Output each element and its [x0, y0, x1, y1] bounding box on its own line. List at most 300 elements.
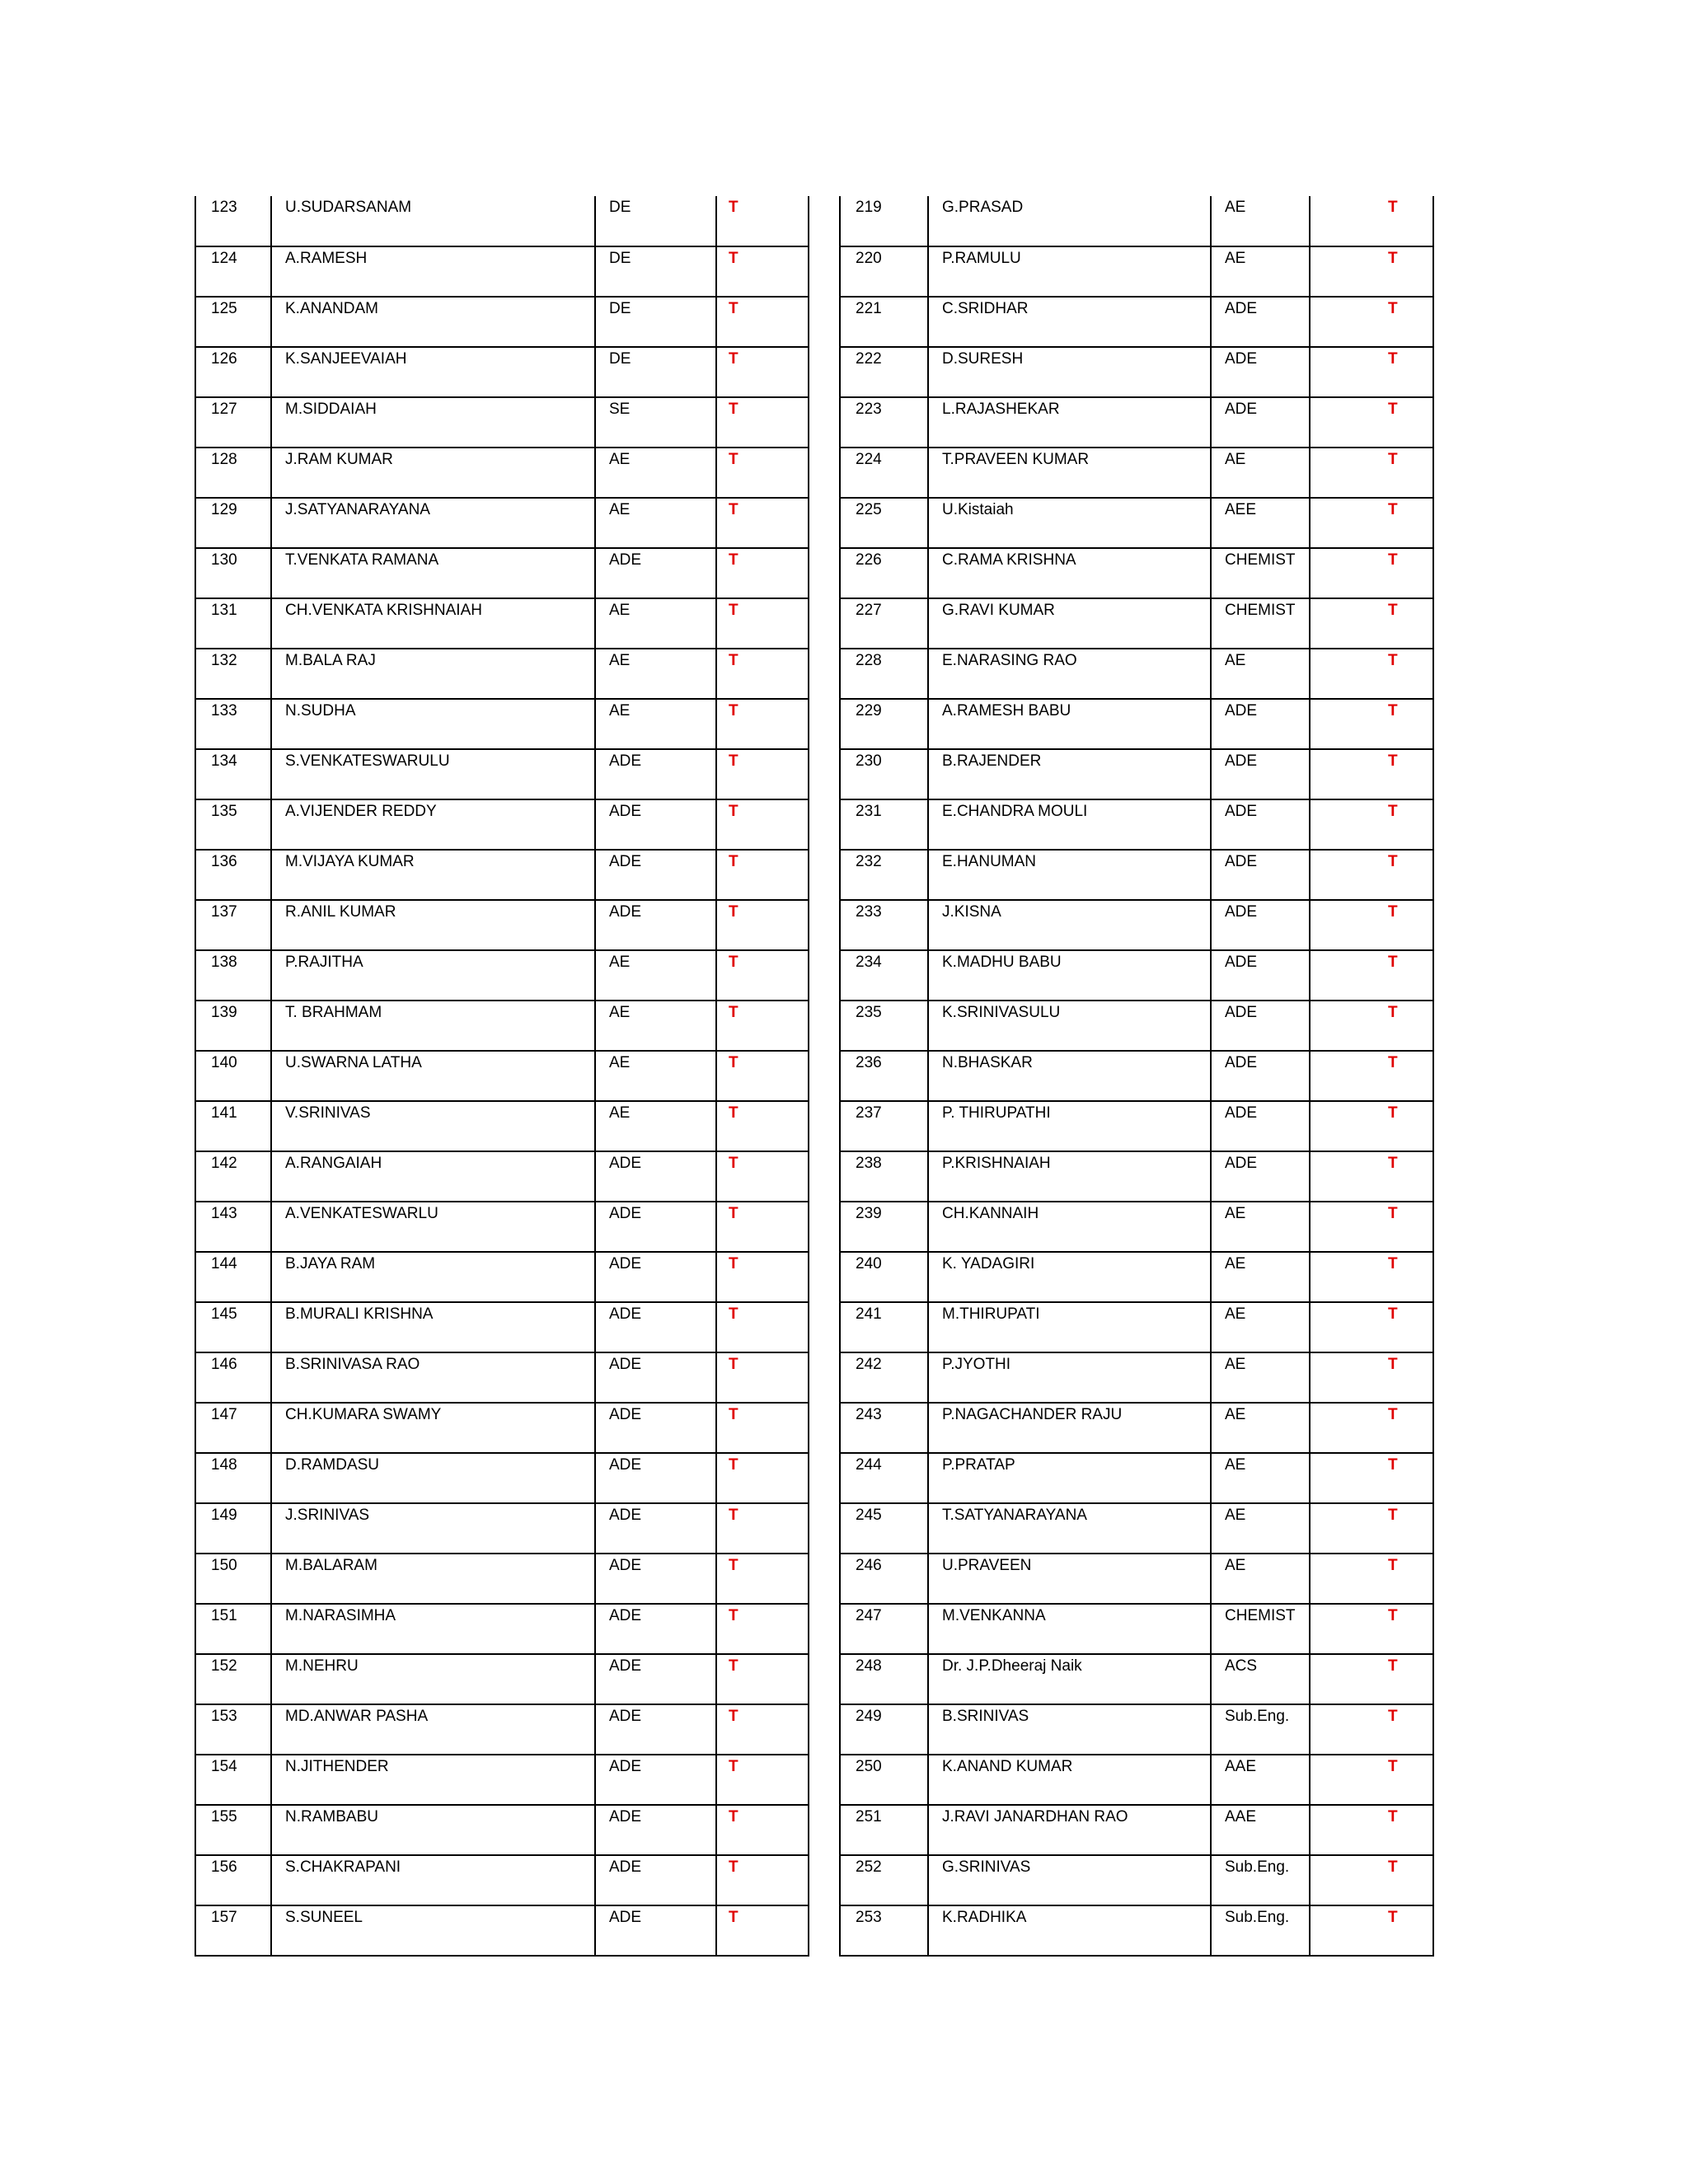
designation-cell: AE: [595, 1001, 716, 1051]
employee-name-cell: U.Kistaiah: [928, 498, 1211, 548]
designation-cell: AE: [1211, 1403, 1310, 1453]
serial-number-cell: 141: [195, 1101, 271, 1151]
designation-cell: AE: [1211, 1202, 1310, 1252]
serial-number-cell: 135: [195, 799, 271, 850]
status-mark-cell: T: [716, 1453, 809, 1503]
status-mark-cell: T: [1310, 1755, 1433, 1805]
serial-number-cell: 226: [840, 548, 928, 598]
table-row: [840, 1855, 1433, 1905]
designation-cell: DE: [595, 196, 716, 246]
designation-cell: ADE: [595, 1151, 716, 1202]
serial-number-cell: 245: [840, 1503, 928, 1554]
serial-number-cell: 252: [840, 1855, 928, 1905]
designation-cell: DE: [595, 246, 716, 297]
designation-cell: AE: [595, 448, 716, 498]
designation-cell: ADE: [595, 749, 716, 799]
employee-name-cell: T.VENKATA RAMANA: [271, 548, 595, 598]
employee-name-cell: A.VIJENDER REDDY: [271, 799, 595, 850]
employee-name-cell: K.SANJEEVAIAH: [271, 347, 595, 397]
designation-cell: AE: [595, 950, 716, 1001]
status-mark-cell: T: [1310, 598, 1433, 649]
employee-name-cell: U.SUDARSANAM: [271, 196, 595, 246]
serial-number-cell: 230: [840, 749, 928, 799]
serial-number-cell: 243: [840, 1403, 928, 1453]
status-mark-cell: T: [1310, 950, 1433, 1001]
status-mark-cell: T: [716, 649, 809, 699]
serial-number-cell: 222: [840, 347, 928, 397]
table-row: [840, 1654, 1433, 1704]
table-row: [195, 649, 809, 699]
serial-number-cell: 224: [840, 448, 928, 498]
status-mark-cell: T: [716, 1202, 809, 1252]
designation-cell: ADE: [1211, 900, 1310, 950]
employee-name-cell: N.BHASKAR: [928, 1051, 1211, 1101]
designation-cell: ADE: [595, 1503, 716, 1554]
designation-cell: ACS: [1211, 1654, 1310, 1704]
employee-name-cell: CH.KUMARA SWAMY: [271, 1403, 595, 1453]
designation-cell: AE: [1211, 448, 1310, 498]
employee-name-cell: Dr. J.P.Dheeraj Naik: [928, 1654, 1211, 1704]
status-mark-cell: T: [716, 1151, 809, 1202]
designation-cell: ADE: [1211, 1051, 1310, 1101]
serial-number-cell: 238: [840, 1151, 928, 1202]
employee-name-cell: A.RANGAIAH: [271, 1151, 595, 1202]
serial-number-cell: 250: [840, 1755, 928, 1805]
status-mark-cell: T: [716, 1001, 809, 1051]
serial-number-cell: 125: [195, 297, 271, 347]
table-row: [840, 297, 1433, 347]
serial-number-cell: 150: [195, 1554, 271, 1604]
status-mark-cell: T: [1310, 1352, 1433, 1403]
serial-number-cell: 248: [840, 1654, 928, 1704]
status-mark-cell: T: [716, 699, 809, 749]
table-row: [195, 297, 809, 347]
status-mark-cell: T: [1310, 498, 1433, 548]
table-row: [840, 1805, 1433, 1855]
employee-name-cell: B.SRINIVAS: [928, 1704, 1211, 1755]
table-row: [195, 448, 809, 498]
employee-name-cell: P.JYOTHI: [928, 1352, 1211, 1403]
status-mark-cell: T: [716, 1604, 809, 1654]
employee-name-cell: S.SUNEEL: [271, 1905, 595, 1956]
status-mark-cell: T: [1310, 246, 1433, 297]
designation-cell: AEE: [1211, 498, 1310, 548]
serial-number-cell: 221: [840, 297, 928, 347]
employee-name-cell: D.SURESH: [928, 347, 1211, 397]
table-row: [195, 699, 809, 749]
designation-cell: ADE: [1211, 347, 1310, 397]
employee-name-cell: K.RADHIKA: [928, 1905, 1211, 1956]
serial-number-cell: 148: [195, 1453, 271, 1503]
table-row: [840, 900, 1433, 950]
table-row: [195, 749, 809, 799]
status-mark-cell: T: [1310, 699, 1433, 749]
employee-name-cell: N.JITHENDER: [271, 1755, 595, 1805]
designation-cell: ADE: [1211, 950, 1310, 1001]
serial-number-cell: 132: [195, 649, 271, 699]
serial-number-cell: 237: [840, 1101, 928, 1151]
table-row: [195, 1202, 809, 1252]
serial-number-cell: 128: [195, 448, 271, 498]
table-row: [195, 1151, 809, 1202]
table-row: [195, 347, 809, 397]
table-row: [195, 1252, 809, 1302]
serial-number-cell: 126: [195, 347, 271, 397]
employee-name-cell: D.RAMDASU: [271, 1453, 595, 1503]
employee-name-cell: B.RAJENDER: [928, 749, 1211, 799]
designation-cell: CHEMIST: [1211, 1604, 1310, 1654]
status-mark-cell: T: [716, 1905, 809, 1956]
table-row: [840, 850, 1433, 900]
status-mark-cell: T: [716, 950, 809, 1001]
employee-name-cell: T. BRAHMAM: [271, 1001, 595, 1051]
table-row: [195, 1704, 809, 1755]
employee-name-cell: T.PRAVEEN KUMAR: [928, 448, 1211, 498]
status-mark-cell: T: [1310, 1403, 1433, 1453]
serial-number-cell: 140: [195, 1051, 271, 1101]
table-row: [840, 1051, 1433, 1101]
employee-name-cell: R.ANIL KUMAR: [271, 900, 595, 950]
status-mark-cell: T: [1310, 1704, 1433, 1755]
table-row: [195, 1352, 809, 1403]
serial-number-cell: 225: [840, 498, 928, 548]
employee-name-cell: J.RAVI JANARDHAN RAO: [928, 1805, 1211, 1855]
table-row: [195, 1755, 809, 1805]
status-mark-cell: T: [716, 347, 809, 397]
status-mark-cell: T: [1310, 1855, 1433, 1905]
status-mark-cell: T: [716, 246, 809, 297]
designation-cell: ADE: [1211, 749, 1310, 799]
table-row: [840, 699, 1433, 749]
table-row: [840, 799, 1433, 850]
serial-number-cell: 149: [195, 1503, 271, 1554]
designation-cell: ADE: [595, 1604, 716, 1654]
designation-cell: ADE: [1211, 699, 1310, 749]
designation-cell: AAE: [1211, 1755, 1310, 1805]
table-row: [195, 1503, 809, 1554]
status-mark-cell: T: [1310, 1503, 1433, 1554]
table-row: [840, 1453, 1433, 1503]
designation-cell: ADE: [595, 1554, 716, 1604]
designation-cell: AE: [1211, 1554, 1310, 1604]
designation-cell: ADE: [595, 1755, 716, 1805]
status-mark-cell: T: [1310, 1302, 1433, 1352]
serial-number-cell: 130: [195, 548, 271, 598]
employee-name-cell: U.PRAVEEN: [928, 1554, 1211, 1604]
table-row: [195, 548, 809, 598]
designation-cell: ADE: [595, 1252, 716, 1302]
status-mark-cell: T: [1310, 1805, 1433, 1855]
serial-number-cell: 134: [195, 749, 271, 799]
designation-cell: ADE: [1211, 1151, 1310, 1202]
serial-number-cell: 232: [840, 850, 928, 900]
serial-number-cell: 240: [840, 1252, 928, 1302]
employee-name-cell: C.RAMA KRISHNA: [928, 548, 1211, 598]
employee-name-cell: M.THIRUPATI: [928, 1302, 1211, 1352]
table-row: [840, 1001, 1433, 1051]
employee-name-cell: A.RAMESH BABU: [928, 699, 1211, 749]
status-mark-cell: T: [716, 1554, 809, 1604]
employee-name-cell: P.NAGACHANDER RAJU: [928, 1403, 1211, 1453]
status-mark-cell: T: [1310, 900, 1433, 950]
employee-name-cell: M.SIDDAIAH: [271, 397, 595, 448]
table-row: [840, 1151, 1433, 1202]
serial-number-cell: 146: [195, 1352, 271, 1403]
status-mark-cell: T: [716, 1352, 809, 1403]
table-row: [195, 246, 809, 297]
status-mark-cell: T: [1310, 1252, 1433, 1302]
serial-number-cell: 236: [840, 1051, 928, 1101]
serial-number-cell: 127: [195, 397, 271, 448]
table-row: [840, 448, 1433, 498]
designation-cell: ADE: [595, 1805, 716, 1855]
table-row: [840, 1352, 1433, 1403]
status-mark-cell: T: [1310, 196, 1433, 246]
table-row: [195, 1604, 809, 1654]
designation-cell: ADE: [595, 1403, 716, 1453]
serial-number-cell: 152: [195, 1654, 271, 1704]
designation-cell: ADE: [1211, 850, 1310, 900]
serial-number-cell: 249: [840, 1704, 928, 1755]
table-row: [840, 1704, 1433, 1755]
serial-number-cell: 142: [195, 1151, 271, 1202]
employee-name-cell: B.JAYA RAM: [271, 1252, 595, 1302]
table-row: [840, 1503, 1433, 1554]
employee-name-cell: G.SRINIVAS: [928, 1855, 1211, 1905]
designation-cell: AE: [1211, 1302, 1310, 1352]
designation-cell: AE: [1211, 1352, 1310, 1403]
serial-number-cell: 129: [195, 498, 271, 548]
serial-number-cell: 219: [840, 196, 928, 246]
employee-name-cell: C.SRIDHAR: [928, 297, 1211, 347]
designation-cell: AE: [595, 699, 716, 749]
designation-cell: SE: [595, 397, 716, 448]
status-mark-cell: T: [1310, 1604, 1433, 1654]
status-mark-cell: T: [1310, 1554, 1433, 1604]
serial-number-cell: 242: [840, 1352, 928, 1403]
designation-cell: AE: [595, 598, 716, 649]
serial-number-cell: 154: [195, 1755, 271, 1805]
status-mark-cell: T: [716, 1101, 809, 1151]
serial-number-cell: 220: [840, 246, 928, 297]
designation-cell: DE: [595, 297, 716, 347]
serial-number-cell: 251: [840, 1805, 928, 1855]
designation-cell: ADE: [1211, 297, 1310, 347]
status-mark-cell: T: [1310, 1202, 1433, 1252]
designation-cell: ADE: [595, 799, 716, 850]
employee-name-cell: A.VENKATESWARLU: [271, 1202, 595, 1252]
employee-name-cell: M.BALARAM: [271, 1554, 595, 1604]
status-mark-cell: T: [1310, 1001, 1433, 1051]
designation-cell: AE: [1211, 1503, 1310, 1554]
table-row: [195, 1855, 809, 1905]
serial-number-cell: 239: [840, 1202, 928, 1252]
table-row: [840, 196, 1433, 246]
status-mark-cell: T: [1310, 297, 1433, 347]
employee-name-cell: E.HANUMAN: [928, 850, 1211, 900]
designation-cell: ADE: [595, 1453, 716, 1503]
employee-name-cell: K.MADHU BABU: [928, 950, 1211, 1001]
table-row: [840, 498, 1433, 548]
serial-number-cell: 157: [195, 1905, 271, 1956]
status-mark-cell: T: [716, 548, 809, 598]
employee-name-cell: K.ANANDAM: [271, 297, 595, 347]
designation-cell: DE: [595, 347, 716, 397]
status-mark-cell: T: [1310, 1905, 1433, 1956]
serial-number-cell: 247: [840, 1604, 928, 1654]
status-mark-cell: T: [1310, 850, 1433, 900]
table-row: [840, 1905, 1433, 1956]
employee-name-cell: J.KISNA: [928, 900, 1211, 950]
table-row: [840, 347, 1433, 397]
status-mark-cell: T: [716, 1051, 809, 1101]
employee-name-cell: CH.VENKATA KRISHNAIAH: [271, 598, 595, 649]
employee-name-cell: B.SRINIVASA RAO: [271, 1352, 595, 1403]
employee-name-cell: U.SWARNA LATHA: [271, 1051, 595, 1101]
employee-name-cell: P. THIRUPATHI: [928, 1101, 1211, 1151]
employee-name-cell: M.NEHRU: [271, 1654, 595, 1704]
serial-number-cell: 234: [840, 950, 928, 1001]
table-row: [840, 397, 1433, 448]
designation-cell: Sub.Eng.: [1211, 1704, 1310, 1755]
serial-number-cell: 143: [195, 1202, 271, 1252]
employee-name-cell: K.ANAND KUMAR: [928, 1755, 1211, 1805]
right-roster-table: [839, 196, 1434, 1957]
table-row: [840, 1755, 1433, 1805]
status-mark-cell: T: [1310, 448, 1433, 498]
employee-name-cell: P.PRATAP: [928, 1453, 1211, 1503]
table-row: [840, 1101, 1433, 1151]
serial-number-cell: 227: [840, 598, 928, 649]
table-row: [840, 649, 1433, 699]
status-mark-cell: T: [716, 1755, 809, 1805]
table-row: [840, 1604, 1433, 1654]
table-row: [195, 498, 809, 548]
employee-name-cell: N.SUDHA: [271, 699, 595, 749]
employee-name-cell: S.CHAKRAPANI: [271, 1855, 595, 1905]
serial-number-cell: 139: [195, 1001, 271, 1051]
designation-cell: Sub.Eng.: [1211, 1905, 1310, 1956]
employee-name-cell: G.RAVI KUMAR: [928, 598, 1211, 649]
employee-name-cell: K. YADAGIRI: [928, 1252, 1211, 1302]
employee-name-cell: MD.ANWAR PASHA: [271, 1704, 595, 1755]
serial-number-cell: 241: [840, 1302, 928, 1352]
designation-cell: ADE: [595, 548, 716, 598]
status-mark-cell: T: [716, 598, 809, 649]
employee-name-cell: J.SATYANARAYANA: [271, 498, 595, 548]
designation-cell: ADE: [595, 900, 716, 950]
serial-number-cell: 151: [195, 1604, 271, 1654]
employee-name-cell: S.VENKATESWARULU: [271, 749, 595, 799]
designation-cell: AE: [1211, 1453, 1310, 1503]
left-roster-body: [195, 196, 809, 1956]
status-mark-cell: T: [716, 1503, 809, 1554]
left-roster-table: [195, 196, 809, 1957]
status-mark-cell: T: [716, 900, 809, 950]
serial-number-cell: 153: [195, 1704, 271, 1755]
employee-name-cell: A.RAMESH: [271, 246, 595, 297]
status-mark-cell: T: [716, 799, 809, 850]
serial-number-cell: 229: [840, 699, 928, 749]
designation-cell: AE: [1211, 649, 1310, 699]
serial-number-cell: 131: [195, 598, 271, 649]
employee-name-cell: V.SRINIVAS: [271, 1101, 595, 1151]
employee-name-cell: M.BALA RAJ: [271, 649, 595, 699]
table-row: [840, 548, 1433, 598]
serial-number-cell: 144: [195, 1252, 271, 1302]
table-row: [840, 749, 1433, 799]
designation-cell: ADE: [595, 1352, 716, 1403]
status-mark-cell: T: [716, 196, 809, 246]
serial-number-cell: 145: [195, 1302, 271, 1352]
status-mark-cell: T: [716, 1805, 809, 1855]
status-mark-cell: T: [1310, 548, 1433, 598]
employee-name-cell: G.PRASAD: [928, 196, 1211, 246]
table-row: [195, 1453, 809, 1503]
table-row: [195, 900, 809, 950]
employee-name-cell: P.RAMULU: [928, 246, 1211, 297]
serial-number-cell: 133: [195, 699, 271, 749]
designation-cell: CHEMIST: [1211, 548, 1310, 598]
status-mark-cell: T: [716, 850, 809, 900]
status-mark-cell: T: [1310, 749, 1433, 799]
employee-name-cell: J.RAM KUMAR: [271, 448, 595, 498]
serial-number-cell: 223: [840, 397, 928, 448]
employee-name-cell: B.MURALI KRISHNA: [271, 1302, 595, 1352]
table-row: [840, 598, 1433, 649]
table-row: [195, 1554, 809, 1604]
table-row: [195, 1101, 809, 1151]
table-row: [840, 1554, 1433, 1604]
status-mark-cell: T: [716, 498, 809, 548]
employee-name-cell: M.VIJAYA KUMAR: [271, 850, 595, 900]
designation-cell: CHEMIST: [1211, 598, 1310, 649]
designation-cell: ADE: [595, 850, 716, 900]
designation-cell: ADE: [595, 1302, 716, 1352]
status-mark-cell: T: [716, 397, 809, 448]
designation-cell: ADE: [595, 1654, 716, 1704]
status-mark-cell: T: [1310, 1051, 1433, 1101]
employee-name-cell: L.RAJASHEKAR: [928, 397, 1211, 448]
status-mark-cell: T: [1310, 1151, 1433, 1202]
designation-cell: ADE: [1211, 799, 1310, 850]
serial-number-cell: 231: [840, 799, 928, 850]
serial-number-cell: 235: [840, 1001, 928, 1051]
serial-number-cell: 246: [840, 1554, 928, 1604]
serial-number-cell: 233: [840, 900, 928, 950]
designation-cell: ADE: [1211, 397, 1310, 448]
serial-number-cell: 136: [195, 850, 271, 900]
table-row: [195, 1654, 809, 1704]
employee-name-cell: T.SATYANARAYANA: [928, 1503, 1211, 1554]
table-row: [195, 1001, 809, 1051]
serial-number-cell: 253: [840, 1905, 928, 1956]
table-row: [840, 246, 1433, 297]
status-mark-cell: T: [1310, 347, 1433, 397]
status-mark-cell: T: [716, 1302, 809, 1352]
status-mark-cell: T: [1310, 1453, 1433, 1503]
designation-cell: Sub.Eng.: [1211, 1855, 1310, 1905]
employee-name-cell: E.CHANDRA MOULI: [928, 799, 1211, 850]
designation-cell: ADE: [595, 1202, 716, 1252]
table-row: [195, 1805, 809, 1855]
status-mark-cell: T: [1310, 1101, 1433, 1151]
designation-cell: AE: [595, 1101, 716, 1151]
designation-cell: AAE: [1211, 1805, 1310, 1855]
table-row: [840, 950, 1433, 1001]
status-mark-cell: T: [716, 448, 809, 498]
serial-number-cell: 244: [840, 1453, 928, 1503]
